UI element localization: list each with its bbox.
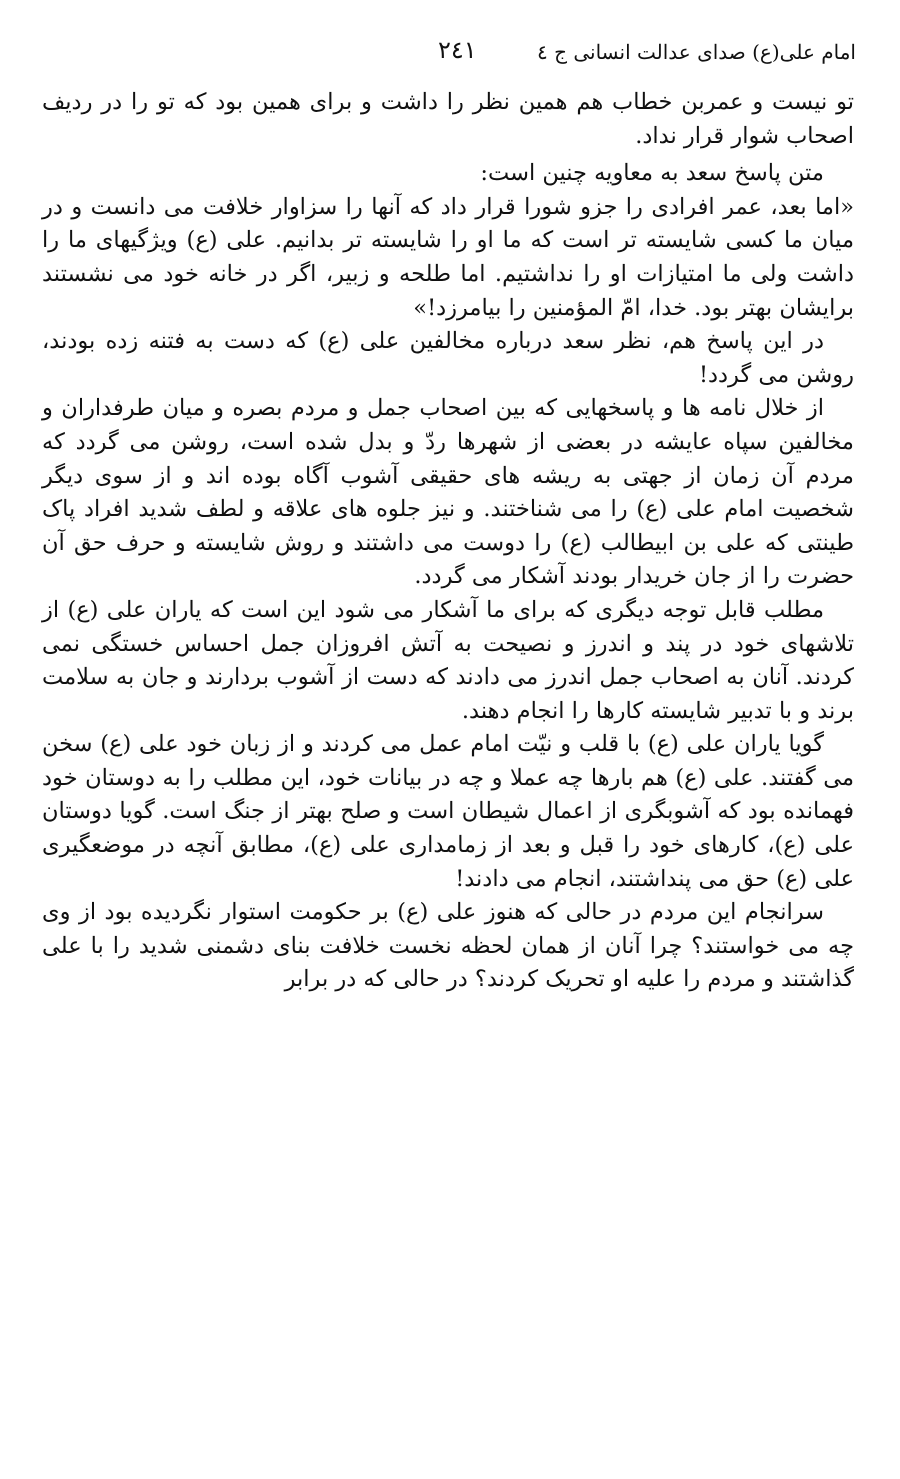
paragraph: از خلال نامه ها و پاسخهایی که بین اصحاب جمل و مردم بصره و میان طرفداران و مخالفین سپاه عایشه در بعضی از شهرها ردّ و بدل شده است، روشن می گردد که مردم آن زمان از جهتی به ریشه های حقیقی آشوب آگاه بوده اند و از سوی دیگر شخصیت امام علی (ع) را می شناختند. و نیز جلوه های علاقه و لطف شدید افراد پاک طینتی که علی بن ابیطالب (ع) را دوست می داشتند و روش شایسته و حرف حق آن حضرت را از جان خریدار بودند آشکار می گردد. bbox=[42, 395, 854, 590]
paragraph: تو نیست و عمربن خطاب هم همین نظر را داشت و برای همین بود که تو را در ردیف اصحاب شوار قرار نداد. bbox=[42, 89, 854, 149]
paragraph: در این پاسخ هم، نظر سعد درباره مخالفین علی (ع) که دست به فتنه زده بودند، روشن می گردد! bbox=[42, 328, 854, 388]
quote-paragraph: «اما بعد، عمر افرادی را جزو شورا قرار داد که آنها را سزاوار خلافت می دانست و در میان ما کسی شایسته تر است که ما او را شایسته تر بدانیم. علی (ع) ویژگیهای ما را داشت ولی ما امتیازات او را نداشتیم. اما طلحه و زبیر، اگر در خانه خود می نشستند برایشان بهتر بود. خدا، امّ المؤمنین را بیامرزد!» bbox=[42, 193, 854, 321]
running-title: امام علی(ع) صدای عدالت انسانی ج ٤ bbox=[536, 40, 856, 64]
paragraph: متن پاسخ سعد به معاویه چنین است: bbox=[480, 160, 824, 187]
page-header bbox=[44, 36, 856, 72]
body-text bbox=[42, 86, 854, 997]
paragraph: مطلب قابل توجه دیگری که برای ما آشکار می شود این است که یاران علی (ع) از تلاشهای خود در پند و اندرز و نصیحت به آتش افروزان جمل احساس خستگی نمی کردند. آنان به اصحاب جمل اندرز می دادند که دست از آشوب بردارند و جان به سلامت برند و با تدبیر شایسته کارها را انجام دهند. bbox=[42, 596, 854, 724]
paragraph: گویا یاران علی (ع) با قلب و نیّت امام عمل می کردند و از زبان خود علی (ع) سخن می گفتند. علی (ع) هم بارها چه عملا و چه در بیانات خود، این مطلب را به دوستان خود فهمانده بود که آشوبگری از اعمال شیطان است و صلح بهتر از جنگ است. گویا دوستان علی (ع)، کارهای خود را قبل و بعد از زمامداری علی (ع)، مطابق آنچه در موضعگیری علی (ع) حق می پنداشتند، انجام می دادند! bbox=[42, 731, 854, 892]
page-number: ٢٤١ bbox=[438, 36, 477, 64]
paragraph: سرانجام این مردم در حالی که هنوز علی (ع) بر حکومت استوار نگردیده بود از وی چه می خواستند؟ چرا آنان از همان لحظه نخست خلافت بنای دشمنی شدید را با علی گذاشتند و مردم را علیه او تحریک کردند؟ در حالی که در برابر bbox=[42, 899, 854, 993]
